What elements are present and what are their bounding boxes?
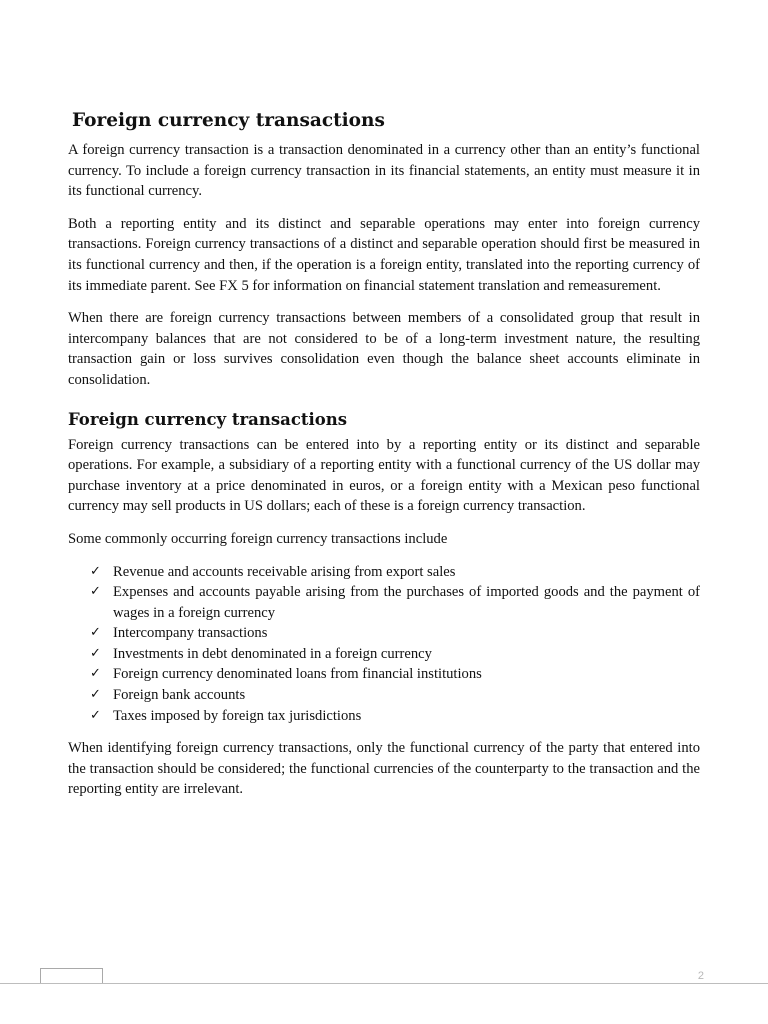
paragraph-intercompany: When there are foreign currency transactions between members of a consolidated group that result in intercompany balances that are not considered to be of a long-term investment nature, the resulting transaction gain or loss survives consolidation even though the balance sheet accounts eliminate in consolidation. xyxy=(68,310,700,388)
list-item-text: Investments in debt denominated in a foreign currency xyxy=(113,645,432,662)
checkmark-icon: ✓ xyxy=(90,645,101,661)
section-heading-2: Foreign currency transactions xyxy=(68,409,348,429)
checkmark-icon: ✓ xyxy=(90,625,101,641)
footer-tab xyxy=(40,968,103,984)
list-item-text: Expenses and accounts payable arising from the purchases of imported goods and the payment of wages in a foreign currency xyxy=(113,584,700,621)
list-item xyxy=(90,664,700,685)
list-item xyxy=(90,685,700,706)
checkmark-icon: ✓ xyxy=(90,666,101,682)
paragraph-definition: A foreign currency transaction is a transaction denominated in a currency other than an entity’s functional currency. To include a foreign currency transaction in its financial statements, an entity must measure it in its functional currency. xyxy=(68,142,700,200)
page-number: 2 xyxy=(697,970,704,982)
paragraph-conclusion: When identifying foreign currency transactions, only the functional currency of the party that entered into the transaction should be considered; the functional currencies of the counterparty to the transaction and the reporting entity are irrelevant. xyxy=(68,740,700,798)
list-item-text: Intercompany transactions xyxy=(113,625,268,642)
list-item xyxy=(90,623,700,644)
paragraph-examples: Foreign currency transactions can be entered into by a reporting entity or its distinct and separable operations. For example, a subsidiary of a reporting entity with a functional currency of the US dollar may purchase inventory at a price denominated in euros, or a foreign entity with a Mexican peso functional currency may sell products in US dollars; each of these is a foreign currency transaction. xyxy=(68,436,700,515)
footer-divider xyxy=(0,983,768,984)
document-body xyxy=(68,108,700,812)
checkmark-icon: ✓ xyxy=(90,687,101,703)
checkmark-icon: ✓ xyxy=(90,584,101,600)
paragraph-separable-operations: Both a reporting entity and its distinct and separable operations may enter into foreign currency transactions. Foreign currency transactions of a distinct and separable operation should first be measured in its functional currency and then, if the operation is a foreign entity, translated into the reporting currency of its immediate parent. See FX 5 for information on financial statement translation and remeasurement. xyxy=(68,215,700,294)
checkmark-icon: ✓ xyxy=(90,707,101,723)
list-item xyxy=(90,706,700,727)
list-item xyxy=(90,562,700,583)
list-item-text: Foreign currency denominated loans from financial institutions xyxy=(113,666,482,683)
list-item-text: Taxes imposed by foreign tax jurisdictions xyxy=(113,707,362,724)
list-item xyxy=(90,582,700,623)
section-heading-1: Foreign currency transactions xyxy=(72,110,385,131)
paragraph-list-intro: Some commonly occurring foreign currency transactions include xyxy=(68,530,448,547)
checkmark-icon: ✓ xyxy=(90,563,101,579)
list-item-text: Revenue and accounts receivable arising from export sales xyxy=(113,563,456,580)
list-item xyxy=(90,644,700,665)
list-item-text: Foreign bank accounts xyxy=(113,687,246,704)
transaction-types-list xyxy=(68,562,700,727)
